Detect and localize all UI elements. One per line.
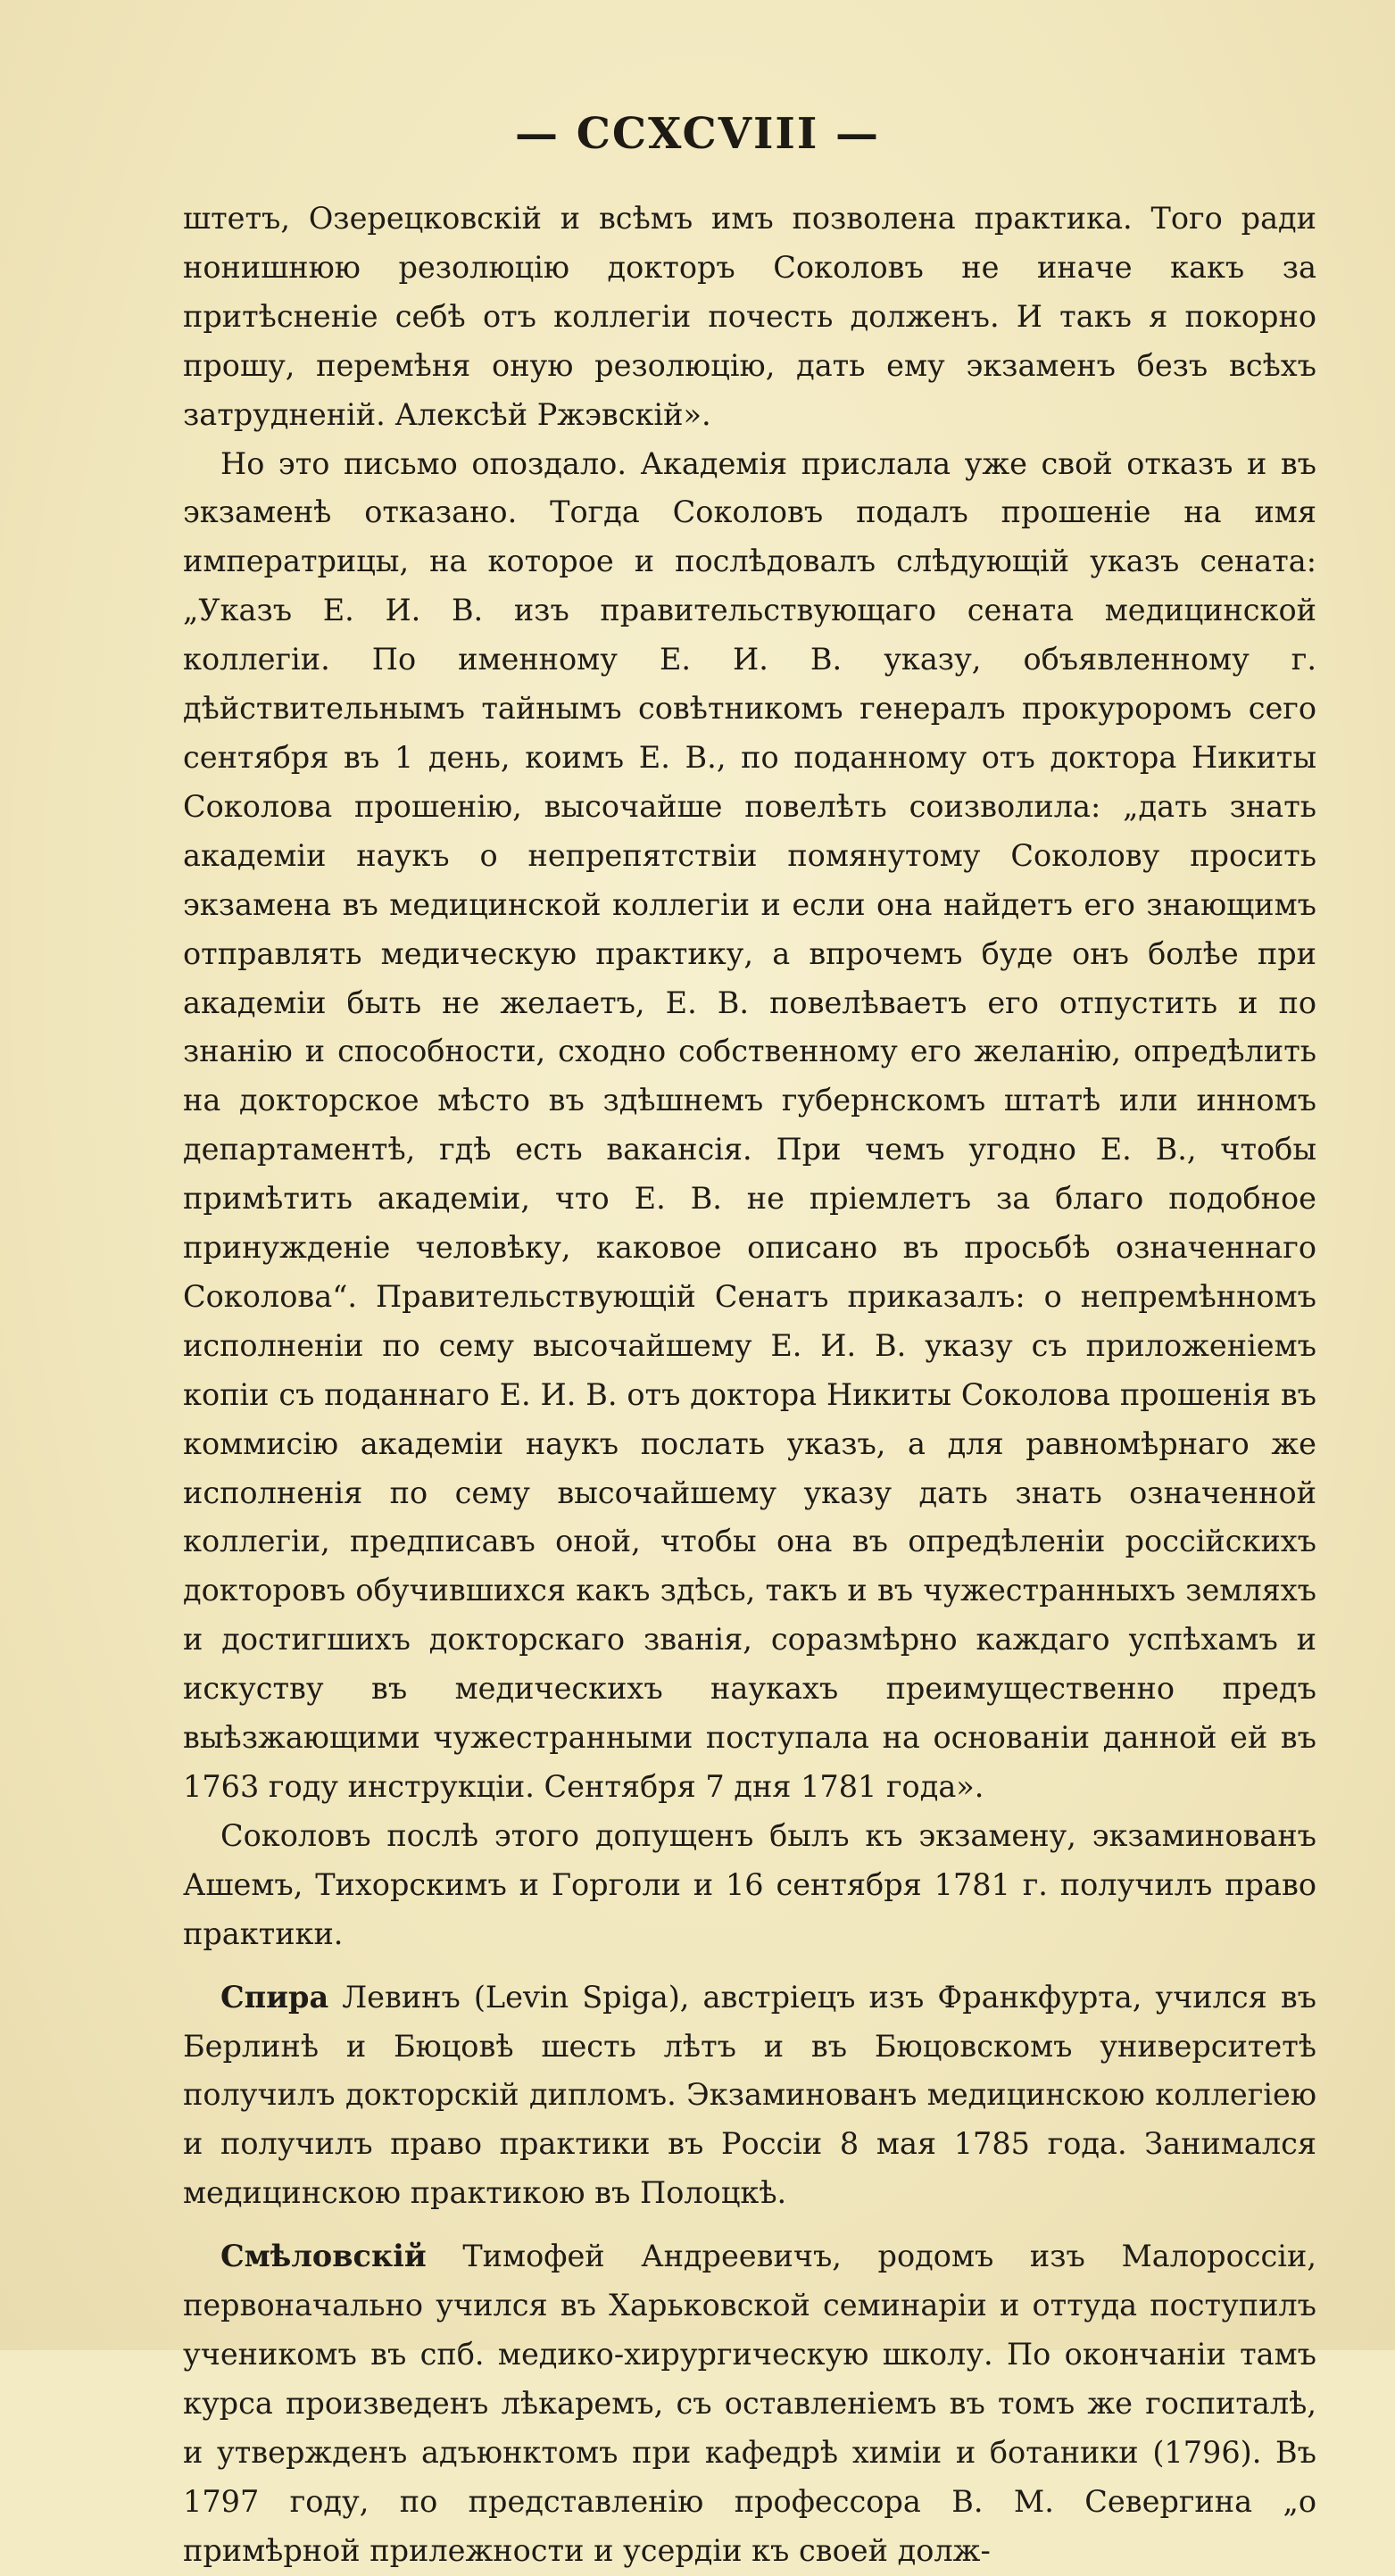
entry-text: Левинъ (Levin Spiga), австріецъ изъ Франкфурта, учился въ Берлинѣ и Бюцовѣ шесть лѣтъ и въ Бюцовскомъ университетѣ получилъ докторскій дипломъ. Экзаминованъ медицинскою коллегіею и получилъ право практики въ Россіи 8 мая 1785 года. Занимался медицинскою практикою въ Полоцкѣ. [183, 1979, 1316, 2211]
paragraph-sokolov-exam [183, 1812, 1316, 1959]
entry-text: Тимофей Андреевичъ, родомъ изъ Малороссіи, первоначально учился въ Харьковской семинаріи и оттуда поступилъ ученикомъ въ спб. медико-хирургическую школу. По окончаніи тамъ курса произведенъ лѣкаремъ, съ оставленіемъ въ томъ же госпиталѣ, и утвержденъ адъюнктомъ при кафедрѣ химіи и ботаники (1796). Въ 1797 году, по представленію профессора В. М. Севергина „о примѣрной прилежности и усердіи къ своей долж- [183, 2239, 1316, 2568]
paragraph-senate-decree [183, 440, 1316, 1812]
entry-spira [183, 1974, 1316, 2219]
entry-smelovsky [183, 2232, 1316, 2575]
paragraph-rzhevsky-letter-end [183, 195, 1316, 440]
body-text [183, 195, 1316, 2576]
entry-name: Смѣловскій [220, 2239, 427, 2274]
entry-name: Спира [220, 1979, 329, 2015]
paragraph-text: Соколовъ послѣ этого допущенъ былъ къ экзамену, экзаминованъ Ашемъ, Тихорскимъ и Горголи и 16 сентября 1781 г. получилъ право практики. [183, 1817, 1316, 1951]
paragraph-text: штетъ, Озерецковскій и всѣмъ имъ позволена практика. Того ради нонишнюю резолюцію докторъ Соколовъ не иначе какъ за притѣсненіе себѣ отъ коллегіи почесть долженъ. И такъ я покорно прошу, перемѣня оную резолюцію, дать ему экзаменъ безъ всѣхъ затрудненій. Алексѣй Ржэвскій». [183, 201, 1316, 432]
page-number: — CCXCVIII — [514, 109, 881, 159]
paragraph-text: Но это письмо опоздало. Академія прислала уже свой отказъ и въ экзаменѣ отказано. Тогда Соколовъ подалъ прошеніе на имя императрицы, на которое и послѣдовалъ слѣдующій указъ сената: „Указъ Е. И. В. изъ правительствующаго сената медицинской коллегіи. По именному Е. И. В. указу, объявленному г. дѣйствительнымъ тайнымъ совѣтникомъ генералъ прокуроромъ сего сентября въ 1 день, коимъ Е. В., по поданному отъ доктора Никиты Соколова прошенію, высочайше повелѣть соизволила: „дать знать академіи наукъ о непрепятствіи помянутому Соколову просить экзамена въ медицинской коллегіи и если она найдетъ его знающимъ отправлять медическую практику, а впрочемъ буде онъ болѣе при академіи быть не желаетъ, Е. В. повелѣваетъ его отпустить и по знанію и способности, сходно собственному его желанію, опредѣлить на докторское мѣсто въ здѣшнемъ губернскомъ штатѣ или инномъ департаментѣ, гдѣ есть вакансія. При чемъ угодно Е. В., чтобы примѣтить академіи, что Е. В. не пріемлетъ за благо подобное принужденіе человѣку, каковое описано въ просьбѣ означеннаго Соколова“. Правительствующій Сенатъ приказалъ: о непремѣнномъ исполненіи по сему высочайшему Е. И. В. указу съ приложеніемъ копіи съ поданнаго Е. И. В. отъ доктора Никиты Соколова прошенія въ коммисію академіи наукъ послать указъ, а для равномѣрнаго же исполненія по сему высочайшему указу дать знать означенной коллегіи, предписавъ оной, чтобы она въ опредѣленіи россійскихъ докторовъ обучившихся какъ здѣсь, такъ и въ чужестранныхъ земляхъ и достигшихъ докторскаго званія, соразмѣрно каждаго успѣхамъ и искуству въ медическихъ наукахъ преимущественно предъ выѣзжающими чужестранными поступала на основаніи данной ей въ 1763 году инструкціи. Сентября 7 дня 1781 года». [183, 445, 1316, 1804]
